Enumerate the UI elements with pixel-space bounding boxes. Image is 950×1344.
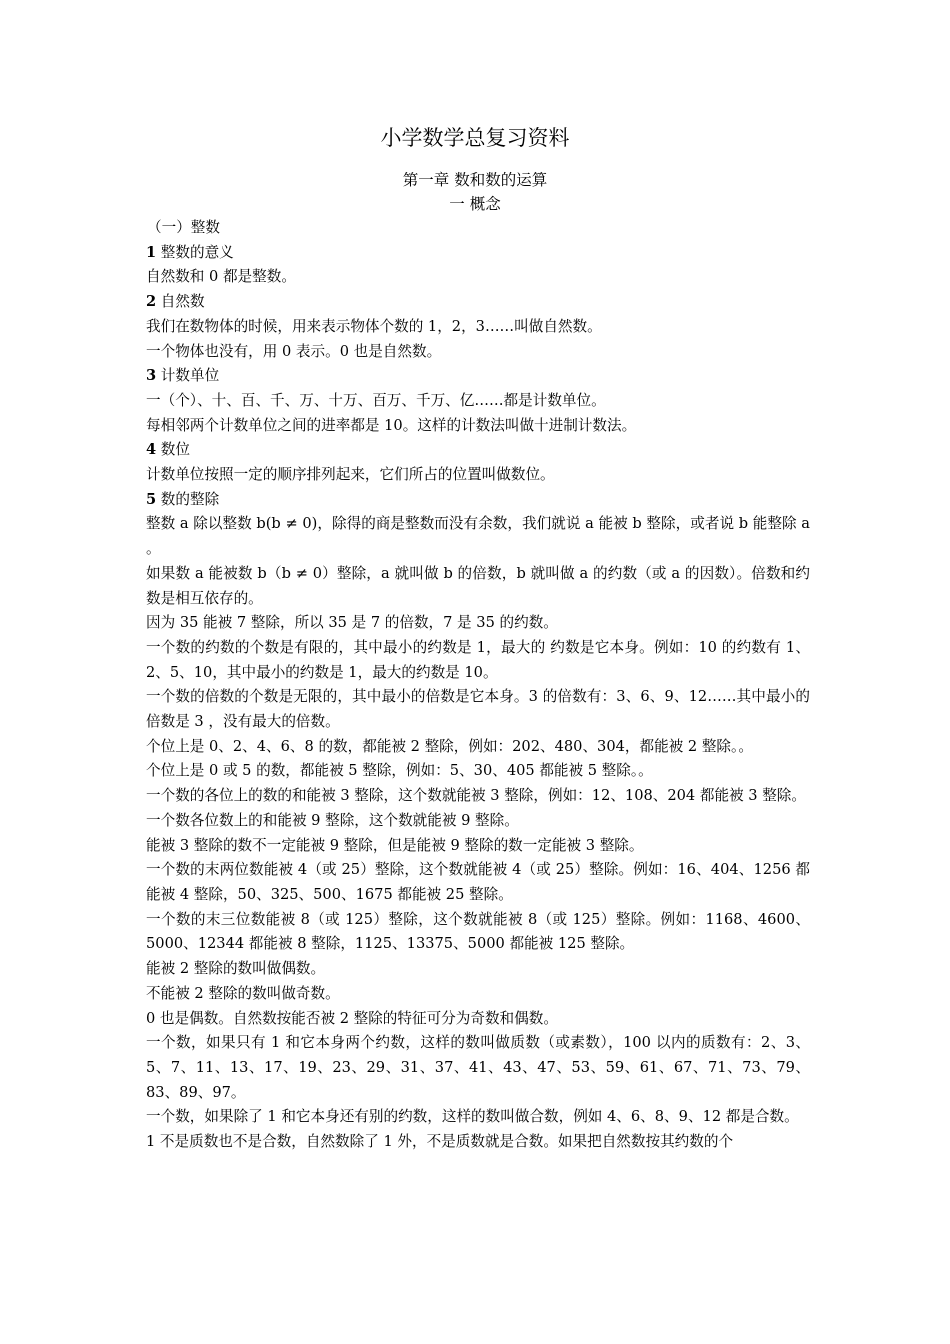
paragraph: 一个数，如果除了 1 和它本身还有别的约数，这样的数叫做合数，例如 4、6、8、9、12 都是合数。 bbox=[146, 1108, 799, 1126]
paragraph: 能被 2 整除的数叫做偶数。 bbox=[146, 960, 326, 978]
item-title: 计数单位 bbox=[156, 367, 220, 385]
item-title: 整数的意义 bbox=[156, 243, 234, 261]
paragraph: 整数 a 除以整数 b(b ≠ 0)，除得的商是整数而没有余数，我们就说 a 能被 b 整除，或者说 b 能整除 a 。 bbox=[146, 515, 810, 558]
paragraph: 一个数的末两位数能被 4（或 25）整除，这个数就能被 4（或 25）整除。例如：16、404、1256 都能被 4 整除，50、325、500、1675 都能被 25 整除。 bbox=[146, 861, 810, 903]
paragraph: 我们在数物体的时候，用来表示物体个数的 1，2，3……叫做自然数。 bbox=[146, 317, 602, 335]
paragraph: 一个数各位数上的和能被 9 整除，这个数就能被 9 整除。 bbox=[146, 811, 519, 829]
subsection-heading: （一）整数 bbox=[147, 219, 220, 236]
section-heading: 一 概念 bbox=[449, 195, 501, 213]
item-number: 1 bbox=[146, 243, 157, 261]
paragraph: 个位上是 0 或 5 的数，都能被 5 整除，例如：5、30、405 都能被 5 整除。。 bbox=[146, 762, 653, 780]
item-heading bbox=[146, 290, 810, 315]
item-number: 3 bbox=[146, 367, 157, 385]
item-heading bbox=[146, 438, 810, 463]
item-heading bbox=[146, 488, 810, 513]
item-heading bbox=[146, 364, 810, 389]
paragraph: 能被 3 整除的数不一定能被 9 整除，但是能被 9 整除的数一定能被 3 整除。 bbox=[146, 836, 644, 854]
paragraph: 计数单位按照一定的顺序排列起来，它们所占的位置叫做数位。 bbox=[146, 466, 555, 484]
paragraph: 0 也是偶数。自然数按能否被 2 整除的特征可分为奇数和偶数。 bbox=[146, 1009, 558, 1027]
paragraph: 一个数的末三位数能被 8（或 125）整除，这个数就能被 8（或 125）整除。例如：1168、4600、5000、12344 都能被 8 整除，1125、13375、5000 都能被 125 整除。 bbox=[146, 910, 810, 953]
item-number: 4 bbox=[146, 441, 157, 459]
paragraph: 一个数，如果只有 1 和它本身两个约数，这样的数叫做质数（或素数），100 以内的质数有：2、3、5、7、11、13、17、19、23、29、31、37、41、43、47、53、59、61、67、71、73、79、83、89、97。 bbox=[146, 1034, 810, 1101]
chapter-heading: 第一章 数和数的运算 bbox=[402, 171, 548, 189]
item-heading bbox=[146, 241, 810, 266]
paragraph: 一个数的约数的个数是有限的，其中最小的约数是 1，最大的 约数是它本身。例如：10 的约数有 1、2、5、10，其中最小的约数是 1，最大的约数是 10。 bbox=[146, 638, 810, 681]
paragraph: 一个物体也没有，用 0 表示。0 也是自然数。 bbox=[146, 342, 442, 360]
item-title: 数的整除 bbox=[156, 490, 220, 508]
paragraph: 一（个）、十、百、千、万、十万、百万、千万、亿……都是计数单位。 bbox=[146, 391, 606, 409]
paragraph: 一个数的各位上的数的和能被 3 整除，这个数就能被 3 整除，例如：12、108、204 都能被 3 整除。 bbox=[146, 787, 806, 805]
item-title: 自然数 bbox=[156, 293, 205, 311]
paragraph: 个位上是 0、2、4、6、8 的数，都能被 2 整除，例如：202、480、304，都能被 2 整除。。 bbox=[146, 737, 753, 755]
paragraph: 因为 35 能被 7 整除，所以 35 是 7 的倍数，7 是 35 的约数。 bbox=[146, 614, 558, 632]
paragraph: 一个数的倍数的个数是无限的，其中最小的倍数是它本身。3 的倍数有：3、6、9、12……其中最小的倍数是 3 ，没有最大的倍数。 bbox=[146, 688, 810, 731]
paragraph: 不能被 2 整除的数叫做奇数。 bbox=[146, 984, 340, 1002]
document-title: 小学数学总复习资料 bbox=[380, 126, 570, 150]
item-title: 数位 bbox=[156, 441, 190, 459]
paragraph: 如果数 a 能被数 b（b ≠ 0）整除，a 就叫做 b 的倍数，b 就叫做 a 的约数（或 a 的因数）。倍数和约数是相互依存的。 bbox=[146, 564, 810, 607]
item-number: 2 bbox=[146, 293, 157, 311]
paragraph: 自然数和 0 都是整数。 bbox=[146, 268, 296, 286]
item-number: 5 bbox=[146, 490, 157, 508]
paragraph: 每相邻两个计数单位之间的进率都是 10。这样的计数法叫做十进制计数法。 bbox=[146, 416, 637, 434]
document-body bbox=[146, 216, 810, 1155]
paragraph: 1 不是质数也不是合数，自然数除了 1 外，不是质数就是合数。如果把自然数按其约数的个 bbox=[146, 1133, 734, 1151]
